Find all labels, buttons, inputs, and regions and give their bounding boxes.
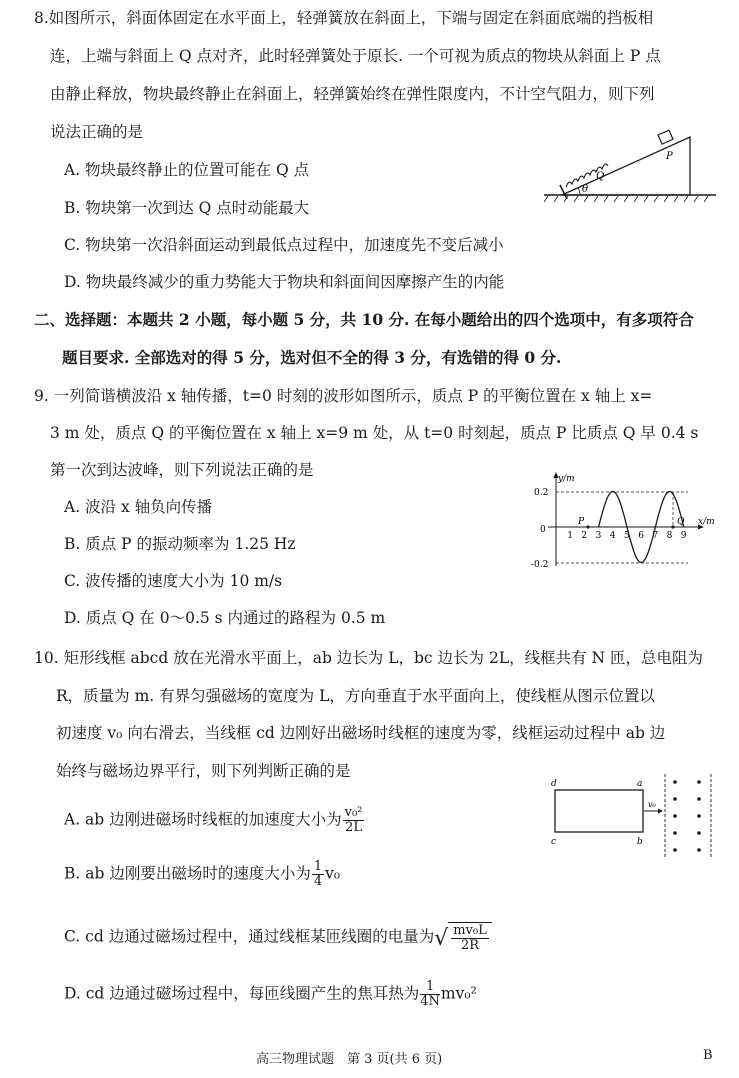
baffle bbox=[560, 185, 567, 199]
y-axis-label: y/m bbox=[558, 474, 575, 484]
section-2-instructions: 题目要求. 全部选对的得 5 分，选对但不全的得 3 分，有选错的得 0 分. bbox=[62, 348, 562, 367]
field-dot bbox=[673, 797, 677, 801]
point-p-label: P bbox=[578, 517, 585, 527]
q9-option-b: B. 质点 P 的振动频率为 1.25 Hz bbox=[64, 535, 296, 553]
q8-stem-line-4: 说法正确的是 bbox=[50, 123, 144, 141]
x-tick-label: 9 bbox=[680, 531, 687, 541]
q10-option-a-text: A. ab 边刚进磁场时线框的加速度大小为 bbox=[64, 810, 342, 829]
magnetic-field-dots bbox=[673, 780, 701, 852]
incline-figure bbox=[540, 125, 720, 207]
q10-option-c-text: C. cd 边通过磁场过程中，通过线框某匝线圈的电量为 bbox=[64, 927, 435, 946]
q10-option-b-denominator: 4 bbox=[313, 874, 323, 889]
field-dot bbox=[697, 797, 701, 801]
x-axis-label: x/m bbox=[698, 517, 715, 527]
q10-option-c-sqrt bbox=[434, 922, 492, 953]
point-p-dot bbox=[586, 525, 589, 528]
point-q-label: Q bbox=[677, 517, 685, 527]
x-tick-label: 2 bbox=[581, 531, 588, 541]
q9-stem-line-3: 第一次到达波峰，则下列说法正确的是 bbox=[50, 461, 314, 479]
q10-option-c-denominator: 2R bbox=[460, 938, 480, 953]
q10-option-b bbox=[64, 860, 340, 889]
origin-label: 0 bbox=[540, 525, 546, 535]
q10-option-c bbox=[64, 922, 492, 953]
coil-frame bbox=[555, 790, 643, 832]
page-footer: 高三物理试题 第 3 页(共 6 页) bbox=[256, 1052, 443, 1067]
q10-option-d-fraction bbox=[420, 980, 440, 1009]
q8-option-a: A. 物块最终静止的位置可能在 Q 点 bbox=[64, 161, 310, 179]
velocity-label: v₀ bbox=[648, 800, 656, 809]
point-q-dot bbox=[671, 525, 674, 528]
q8-option-b: B. 物块第一次到达 Q 点时动能最大 bbox=[64, 199, 310, 217]
x-tick-label: 4 bbox=[609, 531, 616, 541]
q10-option-b-tail: v₀ bbox=[325, 864, 341, 883]
block bbox=[658, 130, 673, 144]
q10-option-d-denominator: 4N bbox=[420, 994, 440, 1009]
x-tick-label: 7 bbox=[652, 531, 659, 541]
field-dot bbox=[697, 848, 701, 852]
x-tick-label: 3 bbox=[595, 531, 602, 541]
corner-a-label: a bbox=[637, 779, 643, 789]
q10-option-c-numerator: mv₀L bbox=[453, 923, 487, 938]
corner-c-label: c bbox=[551, 837, 557, 847]
q10-option-d-numerator: 1 bbox=[420, 980, 440, 995]
x-tick-label: 1 bbox=[567, 531, 573, 541]
q9-stem-line-2: 3 m 处，质点 Q 的平衡位置在 x 轴上 x=9 m 处，从 t=0 时刻起，质点 P 比质点 Q 早 0.4 s bbox=[50, 424, 699, 442]
point-p-label: P bbox=[666, 151, 673, 162]
q10-stem-line-3: 初速度 v₀ 向右滑去，当线框 cd 边刚好出磁场时线框的速度为零，线框运动过程中 ab 边 bbox=[56, 724, 666, 742]
coil-field-figure bbox=[545, 772, 725, 862]
ground-hatch bbox=[544, 196, 708, 202]
field-dot bbox=[673, 848, 677, 852]
q10-option-d bbox=[64, 980, 477, 1009]
q10-option-d-tail: mv₀² bbox=[440, 984, 477, 1003]
velocity-arrowhead bbox=[658, 809, 663, 814]
q10-option-b-fraction bbox=[312, 860, 324, 889]
q8-option-d: D. 物块最终减少的重力势能大于物块和斜面间因摩擦产生的内能 bbox=[64, 273, 505, 291]
q8-stem-line-1: 8.如图所示，斜面体固定在水平面上，轻弹簧放在斜面上，下端与固定在斜面底端的挡板相 bbox=[34, 9, 654, 27]
q10-option-b-text: B. ab 边刚要出磁场时的速度大小为 bbox=[64, 864, 311, 883]
x-tick-label: 8 bbox=[666, 531, 673, 541]
q10-option-b-numerator: 1 bbox=[313, 859, 323, 874]
q10-option-a-numerator: v₀² bbox=[344, 805, 363, 820]
corner-d-label: d bbox=[551, 779, 557, 789]
q10-option-a-fraction bbox=[343, 806, 365, 835]
q9-option-d: D. 质点 Q 在 0～0.5 s 内通过的路程为 0.5 m bbox=[64, 609, 386, 627]
wave-graph bbox=[518, 470, 718, 570]
field-dot bbox=[673, 831, 677, 835]
q8-stem-line-2: 连，上端与斜面上 Q 点对齐，此时轻弹簧处于原长. 一个可视为质点的物块从斜面上 P 点 bbox=[50, 47, 661, 65]
field-dot bbox=[673, 814, 677, 818]
q10-option-a-denominator: 2L bbox=[345, 820, 362, 835]
q10-stem-line-1: 10. 矩形线框 abcd 放在光滑水平面上，ab 边长为 L，bc 边长为 2L，线框共有 N 匝，总电阻为 bbox=[34, 649, 704, 667]
x-tick-label: 6 bbox=[638, 531, 644, 541]
sqrt-sign: √ bbox=[434, 925, 449, 951]
paper-version: B bbox=[703, 1048, 713, 1063]
field-dot bbox=[697, 780, 701, 784]
q10-stem-line-4: 始终与磁场边界平行，则下列判断正确的是 bbox=[56, 762, 351, 780]
section-2-heading: 二、选择题：本题共 2 小题，每小题 5 分，共 10 分. 在每小题给出的四个选项中，有多项符合 bbox=[34, 310, 694, 329]
field-dot bbox=[673, 780, 677, 784]
angle-arc bbox=[579, 188, 581, 195]
x-tick-label: 5 bbox=[624, 531, 630, 541]
q10-option-a bbox=[64, 806, 365, 835]
q8-option-c: C. 物块第一次沿斜面运动到最低点过程中，加速度先不变后减小 bbox=[64, 236, 504, 254]
q10-option-c-fraction bbox=[451, 924, 489, 953]
corner-b-label: b bbox=[637, 837, 643, 847]
q9-option-c: C. 波传播的速度大小为 10 m/s bbox=[64, 572, 283, 590]
y-tick-bottom: -0.2 bbox=[531, 560, 549, 570]
q9-option-a: A. 波沿 x 轴负向传播 bbox=[64, 498, 213, 516]
q10-stem-line-2: R，质量为 m. 有界匀强磁场的宽度为 L，方向垂直于水平面向上，使线框从图示位置以 bbox=[56, 687, 655, 705]
point-q-label: Q bbox=[596, 171, 605, 182]
q10-option-d-text: D. cd 边通过磁场过程中，每匝线圈产生的焦耳热为 bbox=[64, 984, 420, 1003]
theta-label: θ bbox=[582, 184, 589, 195]
q8-stem-line-3: 由静止释放，物块最终静止在斜面上，轻弹簧始终在弹性限度内，不计空气阻力，则下列 bbox=[50, 85, 655, 103]
y-tick-top: 0.2 bbox=[534, 488, 549, 498]
q9-stem-line-1: 9. 一列简谐横波沿 x 轴传播，t=0 时刻的波形如图所示，质点 P 的平衡位置在 x 轴上 x= bbox=[34, 387, 653, 405]
x-ticks bbox=[567, 531, 687, 541]
field-dot bbox=[697, 831, 701, 835]
field-dot bbox=[697, 814, 701, 818]
